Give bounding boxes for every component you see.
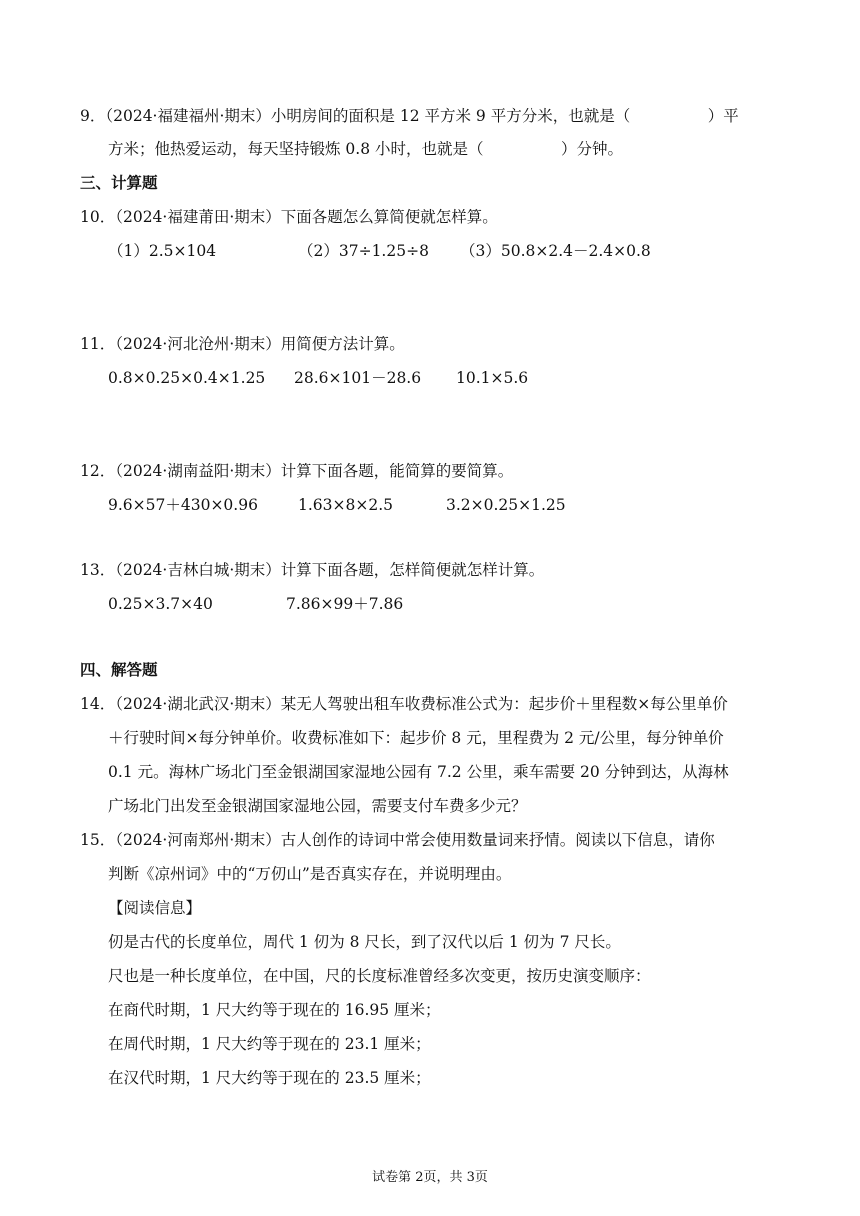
q14-line-4: 广场北门出发至金银湖国家湿地公园，需要支付车费多少元？ <box>108 797 527 815</box>
q15-line-4: 仞是古代的长度单位，周代 1 仞为 8 尺长，到了汉代以后 1 仞为 7 尺长。 <box>108 933 621 951</box>
q12-item-1: 9.6×57＋430×0.96 <box>108 496 258 514</box>
q15-line-2: 判断《凉州词》中的“万仞山”是否真实存在，并说明理由。 <box>108 865 512 883</box>
q15-line-6: 在商代时期，1 尺大约等于现在的 16.95 厘米； <box>108 1001 441 1019</box>
section-4-heading: 四、解答题 <box>80 660 158 679</box>
q11-title: 11．（2024·河北沧州·期末）用简便方法计算。 <box>80 335 405 353</box>
q14-line-3: 0.1 元。海林广场北门至金银湖国家湿地公园有 7.2 公里，乘车需要 20 分钟到达，从海林 <box>108 763 729 781</box>
q9-line-2: 方米；他热爱运动，每天坚持锻炼 0.8 小时，也就是（ ）分钟。 <box>108 140 624 158</box>
q10-item-2: （2）37÷1.25÷8 <box>298 242 429 260</box>
q15-reading-heading: 【阅读信息】 <box>108 899 202 917</box>
page-footer: 试卷第 2页，共 3页 <box>372 1170 488 1185</box>
q9-line-1: 9．（2024·福建福州·期末）小明房间的面积是 12 平方米 9 平方分米，也就是（ ）平 <box>80 107 739 125</box>
q15-line-7: 在周代时期，1 尺大约等于现在的 23.1 厘米； <box>108 1035 431 1053</box>
q13-title: 13．（2024·吉林白城·期末）计算下面各题，怎样简便就怎样计算。 <box>80 561 545 579</box>
q13-item-1: 0.25×3.7×40 <box>108 595 213 613</box>
q11-item-3: 10.1×5.6 <box>456 369 529 387</box>
section-3-heading: 三、计算题 <box>80 173 158 192</box>
q15-line-8: 在汉代时期，1 尺大约等于现在的 23.5 厘米； <box>108 1069 431 1087</box>
q11-item-2: 28.6×101－28.6 <box>294 369 422 387</box>
q15-line-1: 15．（2024·河南郑州·期末）古人创作的诗词中常会使用数量词来抒情。阅读以下信息，请你 <box>80 831 715 849</box>
q12-item-3: 3.2×0.25×1.25 <box>446 496 566 514</box>
q14-line-1: 14．（2024·湖北武汉·期末）某无人驾驶出租车收费标准公式为：起步价＋里程数×每公里单价 <box>80 695 728 713</box>
q12-item-2: 1.63×8×2.5 <box>298 496 393 514</box>
q12-title: 12．（2024·湖南益阳·期末）计算下面各题，能简算的要简算。 <box>80 462 514 480</box>
q14-line-2: ＋行驶时间×每分钟单价。收费标准如下：起步价 8 元，里程费为 2 元/公里，每分钟单价 <box>108 729 724 747</box>
q10-item-1: （1）2.5×104 <box>108 242 217 260</box>
q15-line-5: 尺也是一种长度单位，在中国，尺的长度标准曾经多次变更，按历史演变顺序： <box>108 967 651 985</box>
q10-title: 10．（2024·福建莆田·期末）下面各题怎么算简便就怎样算。 <box>80 208 498 226</box>
q10-item-3: （3）50.8×2.4－2.4×0.8 <box>460 242 651 260</box>
q13-item-2: 7.86×99＋7.86 <box>286 595 404 613</box>
q11-item-1: 0.8×0.25×0.4×1.25 <box>108 369 266 387</box>
